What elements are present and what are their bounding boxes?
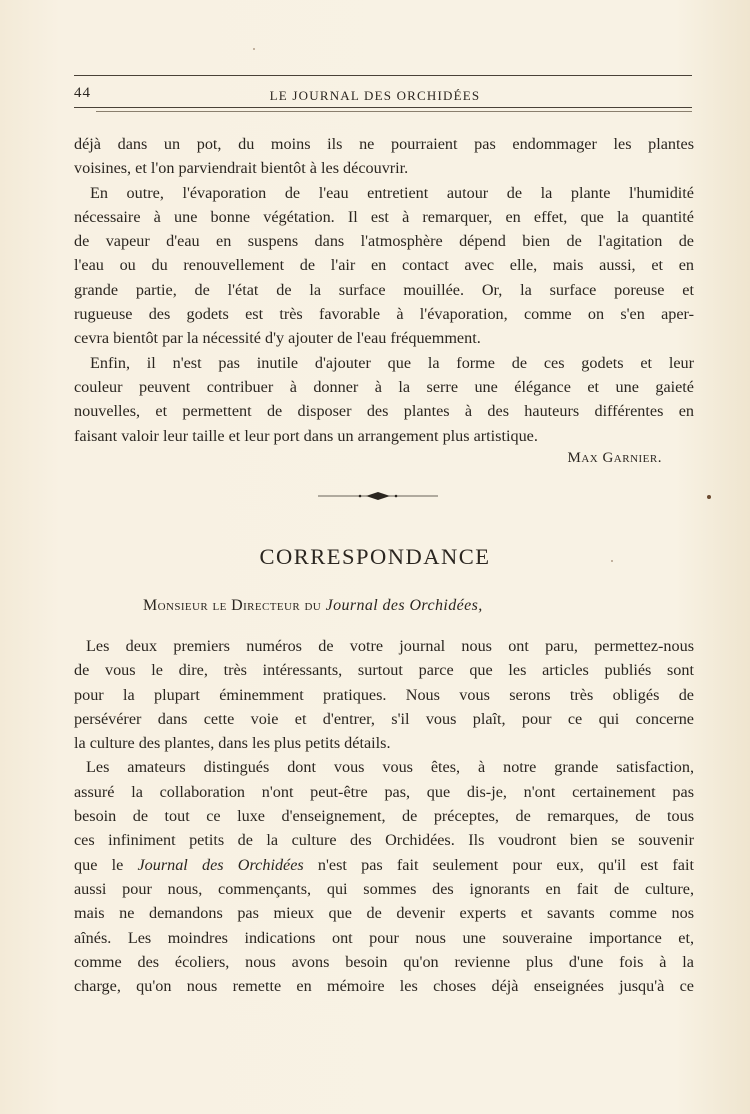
text-line: grande partie, de l'état de la surface mouillée. Or, la surface poreuse et (74, 280, 694, 299)
section-divider-ornament (318, 490, 438, 502)
page-number: 44 (74, 85, 91, 101)
text-line: charge, qu'on nous remette en mémoire les choses déjà enseignées jusqu'à ce (74, 977, 694, 996)
header-bottom-rule (74, 107, 692, 108)
header-bottom-thin-rule (96, 111, 692, 112)
text-line: pour la plupart éminemment pratiques. Nous vous serons très obligés de (74, 685, 694, 704)
text-line: persévérer dans cette voie et d'entrer, s'il vous plaît, pour ce qui concerne (74, 709, 694, 728)
line-suffix: n'est pas fait seulement pour eux, qu'il est fait (303, 855, 694, 874)
line-prefix: que le (74, 855, 138, 874)
text-line: besoin de tout ce luxe d'enseignement, de préceptes, de remarques, de tous (74, 807, 694, 826)
paper-speck (707, 495, 711, 499)
article-end-text (74, 132, 694, 448)
text-line: faisant valoir leur taille et leur port dans un arrangement plus artistique. (74, 426, 538, 445)
paper-speck (611, 560, 613, 562)
article-paragraph-2 (74, 181, 694, 351)
salutation-prefix: Monsieur le Directeur du (143, 597, 326, 614)
running-head: LE JOURNAL DES ORCHIDÉES (269, 88, 481, 103)
text-line: nécessaire à une bonne végétation. Il est à remarquer, en effet, que la quantité (74, 207, 694, 226)
text-line: aînés. Les moindres indications ont pour nous une souveraine importance et, (74, 928, 694, 947)
text-line: En outre, l'évaporation de l'eau entretient autour de la plante l'humidité (90, 183, 694, 202)
section-title: CORRESPONDANCE (259, 544, 491, 569)
letter-paragraph-1 (74, 634, 694, 755)
article-paragraph-3 (74, 351, 694, 448)
text-line: rugueuse des godets est très favorable à l'évaporation, comme on s'en aper- (74, 305, 694, 324)
text-line-with-italic (74, 853, 694, 877)
text-line: Les amateurs distingués dont vous vous êtes, à notre grande satisfaction, (86, 758, 694, 777)
header-top-rule (74, 75, 692, 76)
letter-body (74, 634, 694, 998)
text-line: de vous le dire, très intéressants, surtout parce que les articles publiés sont (74, 661, 694, 680)
letter-paragraph-2 (74, 755, 694, 998)
text-line: comme des écoliers, nous avons besoin qu'on revienne plus d'une fois à la (74, 952, 694, 971)
journal-name-italic: Journal des Orchidées, (325, 597, 483, 614)
text-line: couleur peuvent contribuer à donner à la serre une élégance et une gaieté (74, 377, 694, 396)
text-line: l'eau ou du renouvellement de l'air en contact avec elle, mais aussi, et en (74, 256, 694, 275)
paper-speck (253, 48, 255, 50)
text-line: mais ne demandons pas mieux que de devenir experts et savants comme nos (74, 904, 694, 923)
text-line: déjà dans un pot, du moins ils ne pourraient pas endommager les plantes (74, 135, 694, 153)
author-signature: Max Garnier. (567, 450, 662, 466)
text-line: de vapeur d'eau en suspens dans l'atmosphère dépend bien de l'agitation de (74, 232, 694, 251)
journal-name-italic: Journal des Orchidées (137, 855, 304, 874)
text-line: ces infiniment petits de la culture des Orchidées. Ils voudront bien se souvenir (74, 831, 694, 850)
letter-salutation (143, 597, 483, 615)
text-line: nouvelles, et permettent de disposer des plantes à des hauteurs différentes en (74, 402, 694, 421)
text-line: assuré la collaboration n'ont peut-être pas, que dis-je, n'ont certainement pas (74, 782, 694, 801)
text-line: voisines, et l'on parviendrait bientôt à les découvrir. (74, 159, 409, 178)
text-line: la culture des plantes, dans les plus petits détails. (74, 734, 391, 753)
text-line: cevra bientôt par la nécessité d'y ajouter de l'eau fréquemment. (74, 329, 481, 348)
text-line: Les deux premiers numéros de votre journal nous ont paru, permettez-nous (86, 637, 694, 655)
article-paragraph-1 (74, 132, 694, 181)
text-line: Enfin, il n'est pas inutile d'ajouter que la forme de ces godets et leur (90, 353, 694, 372)
text-line: aussi pour nous, commençants, qui sommes des ignorants en fait de culture, (74, 879, 694, 898)
